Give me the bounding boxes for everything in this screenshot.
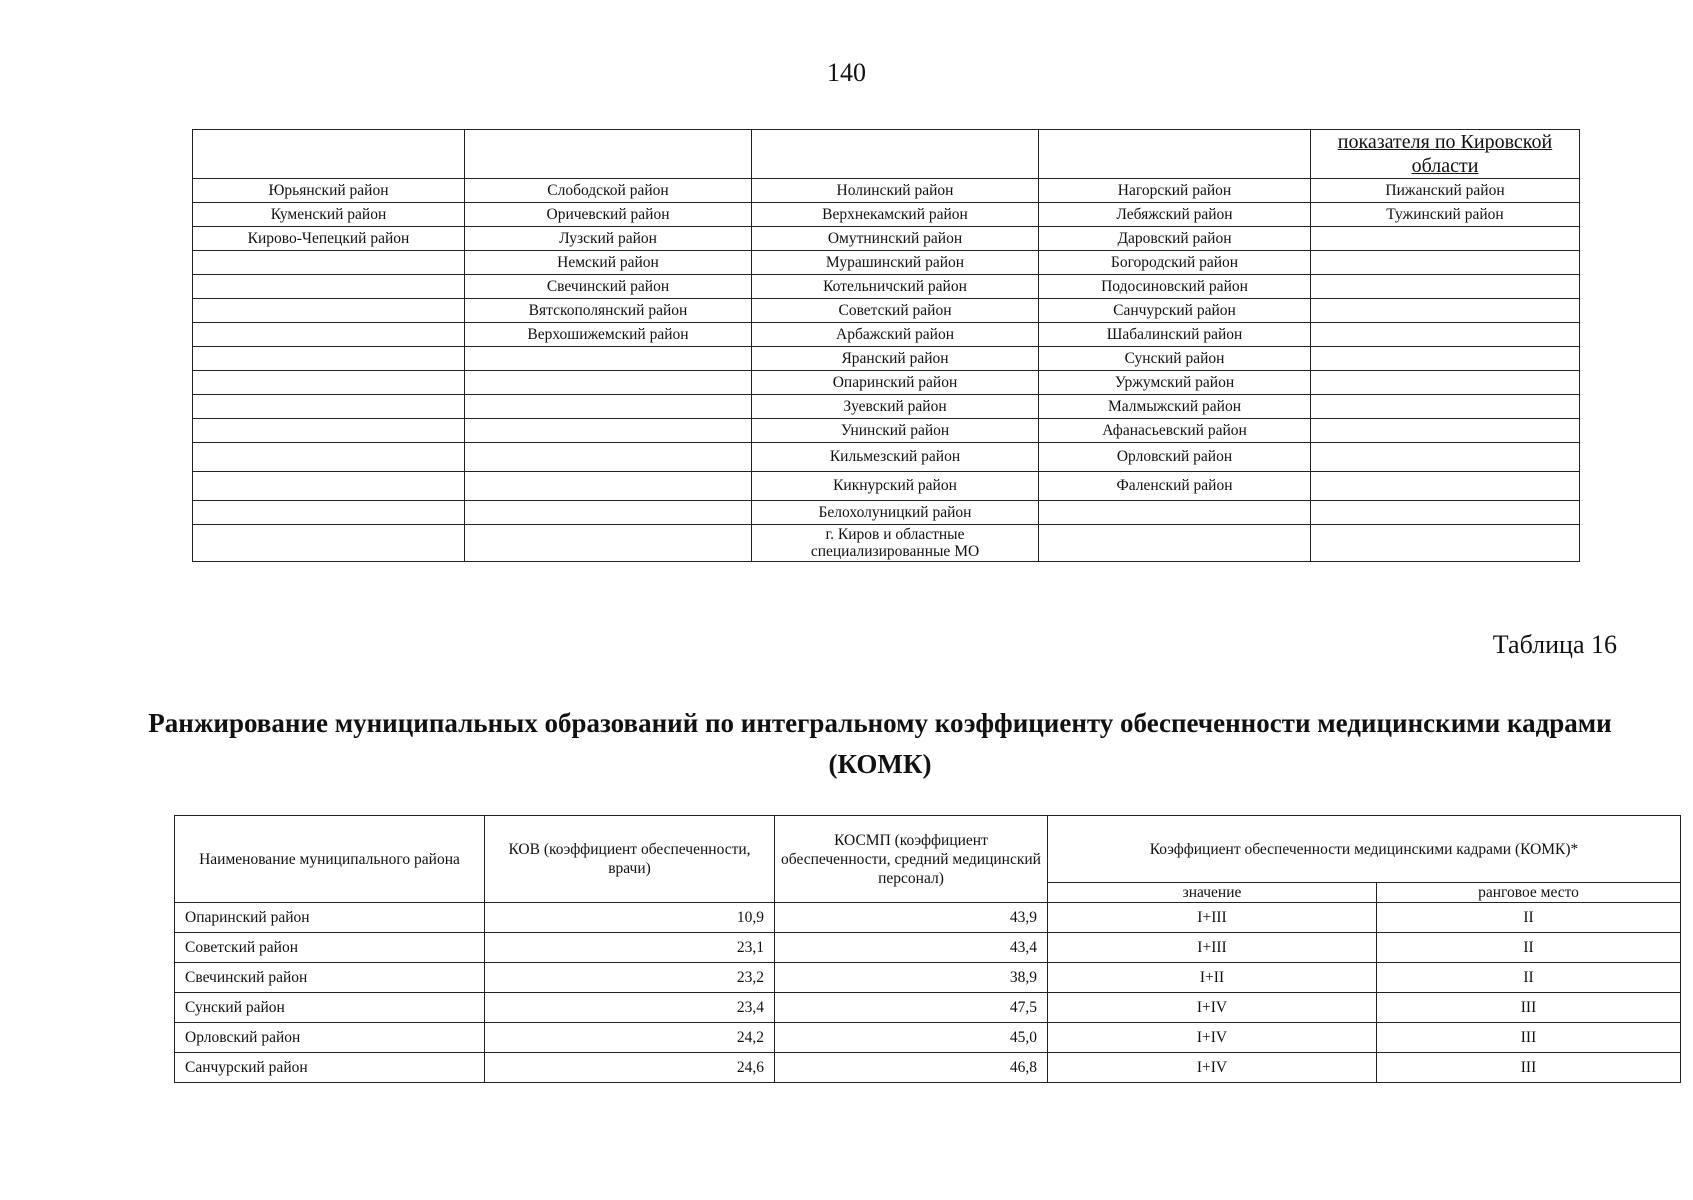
district-cell: Нолинский район [752,179,1039,203]
district-cell: Куменский район [193,203,465,227]
table-row [175,903,1681,933]
district-cell [1311,525,1580,562]
district-cell [465,347,752,371]
table-row [193,323,1580,347]
district-cell: Кирово-Чепецкий район [193,227,465,251]
district-cell [1311,395,1580,419]
district-cell [1311,227,1580,251]
district-cell: Санчурский район [1039,299,1311,323]
district-cell [193,371,465,395]
district-cell: Богородский район [1039,251,1311,275]
header-komk: Коэффициент обеспеченности медицинскими кадрами (КОМК)* [1048,816,1681,883]
header-kov: КОВ (коэффициент обеспеченности, врачи) [485,816,775,903]
kov-cell: 23,2 [485,963,775,993]
district-name-cell: Свечинский район [175,963,485,993]
header-district-name: Наименование муниципального района [175,816,485,903]
rank-cell: III [1377,993,1681,1023]
header-text-prefix: показателя по [1337,131,1461,153]
district-cell: Сунский район [1039,347,1311,371]
table-row [193,371,1580,395]
district-cell [193,275,465,299]
rank-cell: II [1377,933,1681,963]
district-cell [1311,323,1580,347]
district-cell: Кильмезский район [752,443,1039,472]
table-row [193,443,1580,472]
district-cell: Слободской район [465,179,752,203]
districts-group-table [192,129,1580,562]
rank-cell: III [1377,1053,1681,1083]
district-cell [465,525,752,562]
district-cell: Яранский район [752,347,1039,371]
district-cell: Даровский район [1039,227,1311,251]
district-cell [465,472,752,501]
table-row [193,347,1580,371]
header-cell [193,130,465,179]
table-row [193,203,1580,227]
header-cell [465,130,752,179]
district-cell: Котельничский район [752,275,1039,299]
district-cell [1311,347,1580,371]
kov-cell: 23,1 [485,933,775,963]
komk-value-cell: I+III [1048,933,1377,963]
district-cell: Советский район [752,299,1039,323]
komk-value-cell: I+II [1048,963,1377,993]
district-cell [193,251,465,275]
header-rank: ранговое место [1377,883,1681,903]
kosmp-cell: 45,0 [775,1023,1048,1053]
table-row [193,501,1580,525]
district-cell: Белохолуницкий район [752,501,1039,525]
district-cell: Арбажский район [752,323,1039,347]
district-cell [193,525,465,562]
district-cell: Малмыжский район [1039,395,1311,419]
district-cell: Пижанский район [1311,179,1580,203]
district-cell [193,299,465,323]
district-cell [1311,371,1580,395]
table-row [193,419,1580,443]
district-cell [1311,251,1580,275]
table-row [193,525,1580,562]
district-cell [193,323,465,347]
table-row [193,395,1580,419]
table-row [193,227,1580,251]
district-cell [193,472,465,501]
header-text-oblast: области [1411,155,1479,177]
district-cell: Унинский район [752,419,1039,443]
district-cell [1039,501,1311,525]
district-cell: Лузский район [465,227,752,251]
table-row [193,472,1580,501]
header-kosmp: КОСМП (коэффициент обеспеченности, средний медицинский персонал) [775,816,1048,903]
district-cell [1039,525,1311,562]
kosmp-cell: 46,8 [775,1053,1048,1083]
table-row [193,179,1580,203]
district-cell: Зуевский район [752,395,1039,419]
ranking-table [174,815,1681,1083]
section-title: Ранжирование муниципальных образований по интегральному коэффициенту обеспеченности медицинскими кадрами (КОМК) [148,708,1612,779]
district-cell [1311,501,1580,525]
district-cell [465,395,752,419]
district-cell: Шабалинский район [1039,323,1311,347]
table-row [193,275,1580,299]
district-cell: Вятскополянский район [465,299,752,323]
header-cell-kirov-region [1311,130,1580,179]
district-name-cell: Санчурский район [175,1053,485,1083]
rank-cell: III [1377,1023,1681,1053]
kov-cell: 23,4 [485,993,775,1023]
district-cell [193,419,465,443]
district-cell: Верхнекамский район [752,203,1039,227]
district-cell [465,419,752,443]
table-row [193,299,1580,323]
kosmp-cell: 43,9 [775,903,1048,933]
table-row [175,963,1681,993]
district-cell: Верхошижемский район [465,323,752,347]
district-cell: Орловский район [1039,443,1311,472]
district-cell [193,347,465,371]
kosmp-cell: 38,9 [775,963,1048,993]
kosmp-cell: 47,5 [775,993,1048,1023]
district-cell [465,501,752,525]
district-cell [193,395,465,419]
district-cell: Нагорский район [1039,179,1311,203]
district-cell: Тужинский район [1311,203,1580,227]
header-text-region: Кировской [1460,131,1553,153]
district-cell [1311,275,1580,299]
table-header-row [193,130,1580,179]
district-cell [465,371,752,395]
table-row [175,993,1681,1023]
district-name-cell: Советский район [175,933,485,963]
komk-value-cell: I+IV [1048,993,1377,1023]
komk-value-cell: I+IV [1048,1023,1377,1053]
district-cell: Немский район [465,251,752,275]
kov-cell: 24,6 [485,1053,775,1083]
district-cell [1311,299,1580,323]
district-cell: Опаринский район [752,371,1039,395]
district-cell [193,443,465,472]
header-cell [1039,130,1311,179]
table-label: Таблица 16 [1492,630,1617,659]
rank-cell: II [1377,963,1681,993]
district-cell: Фаленский район [1039,472,1311,501]
table-row [175,933,1681,963]
district-cell: Юрьянский район [193,179,465,203]
district-cell [465,443,752,472]
kov-cell: 10,9 [485,903,775,933]
district-name-cell: Сунский район [175,993,485,1023]
kosmp-cell: 43,4 [775,933,1048,963]
header-cell [752,130,1039,179]
header-value: значение [1048,883,1377,903]
table-row [175,1023,1681,1053]
district-cell [1311,419,1580,443]
rank-cell: II [1377,903,1681,933]
page-number: 140 [827,58,866,87]
table-row [175,1053,1681,1083]
district-cell: Лебяжский район [1039,203,1311,227]
district-name-cell: Опаринский район [175,903,485,933]
komk-value-cell: I+III [1048,903,1377,933]
district-cell [1311,443,1580,472]
district-cell: Омутнинский район [752,227,1039,251]
district-name-cell: Орловский район [175,1023,485,1053]
kov-cell: 24,2 [485,1023,775,1053]
table-row [193,251,1580,275]
district-cell: Подосиновский район [1039,275,1311,299]
komk-value-cell: I+IV [1048,1053,1377,1083]
district-cell [193,501,465,525]
district-cell: Кикнурский район [752,472,1039,501]
district-cell: Оричевский район [465,203,752,227]
district-cell: г. Киров и областные специализированные МО [752,525,1039,562]
district-cell: Афанасьевский район [1039,419,1311,443]
district-cell: Мурашинский район [752,251,1039,275]
district-cell [1311,472,1580,501]
district-cell: Уржумский район [1039,371,1311,395]
district-cell: Свечинский район [465,275,752,299]
